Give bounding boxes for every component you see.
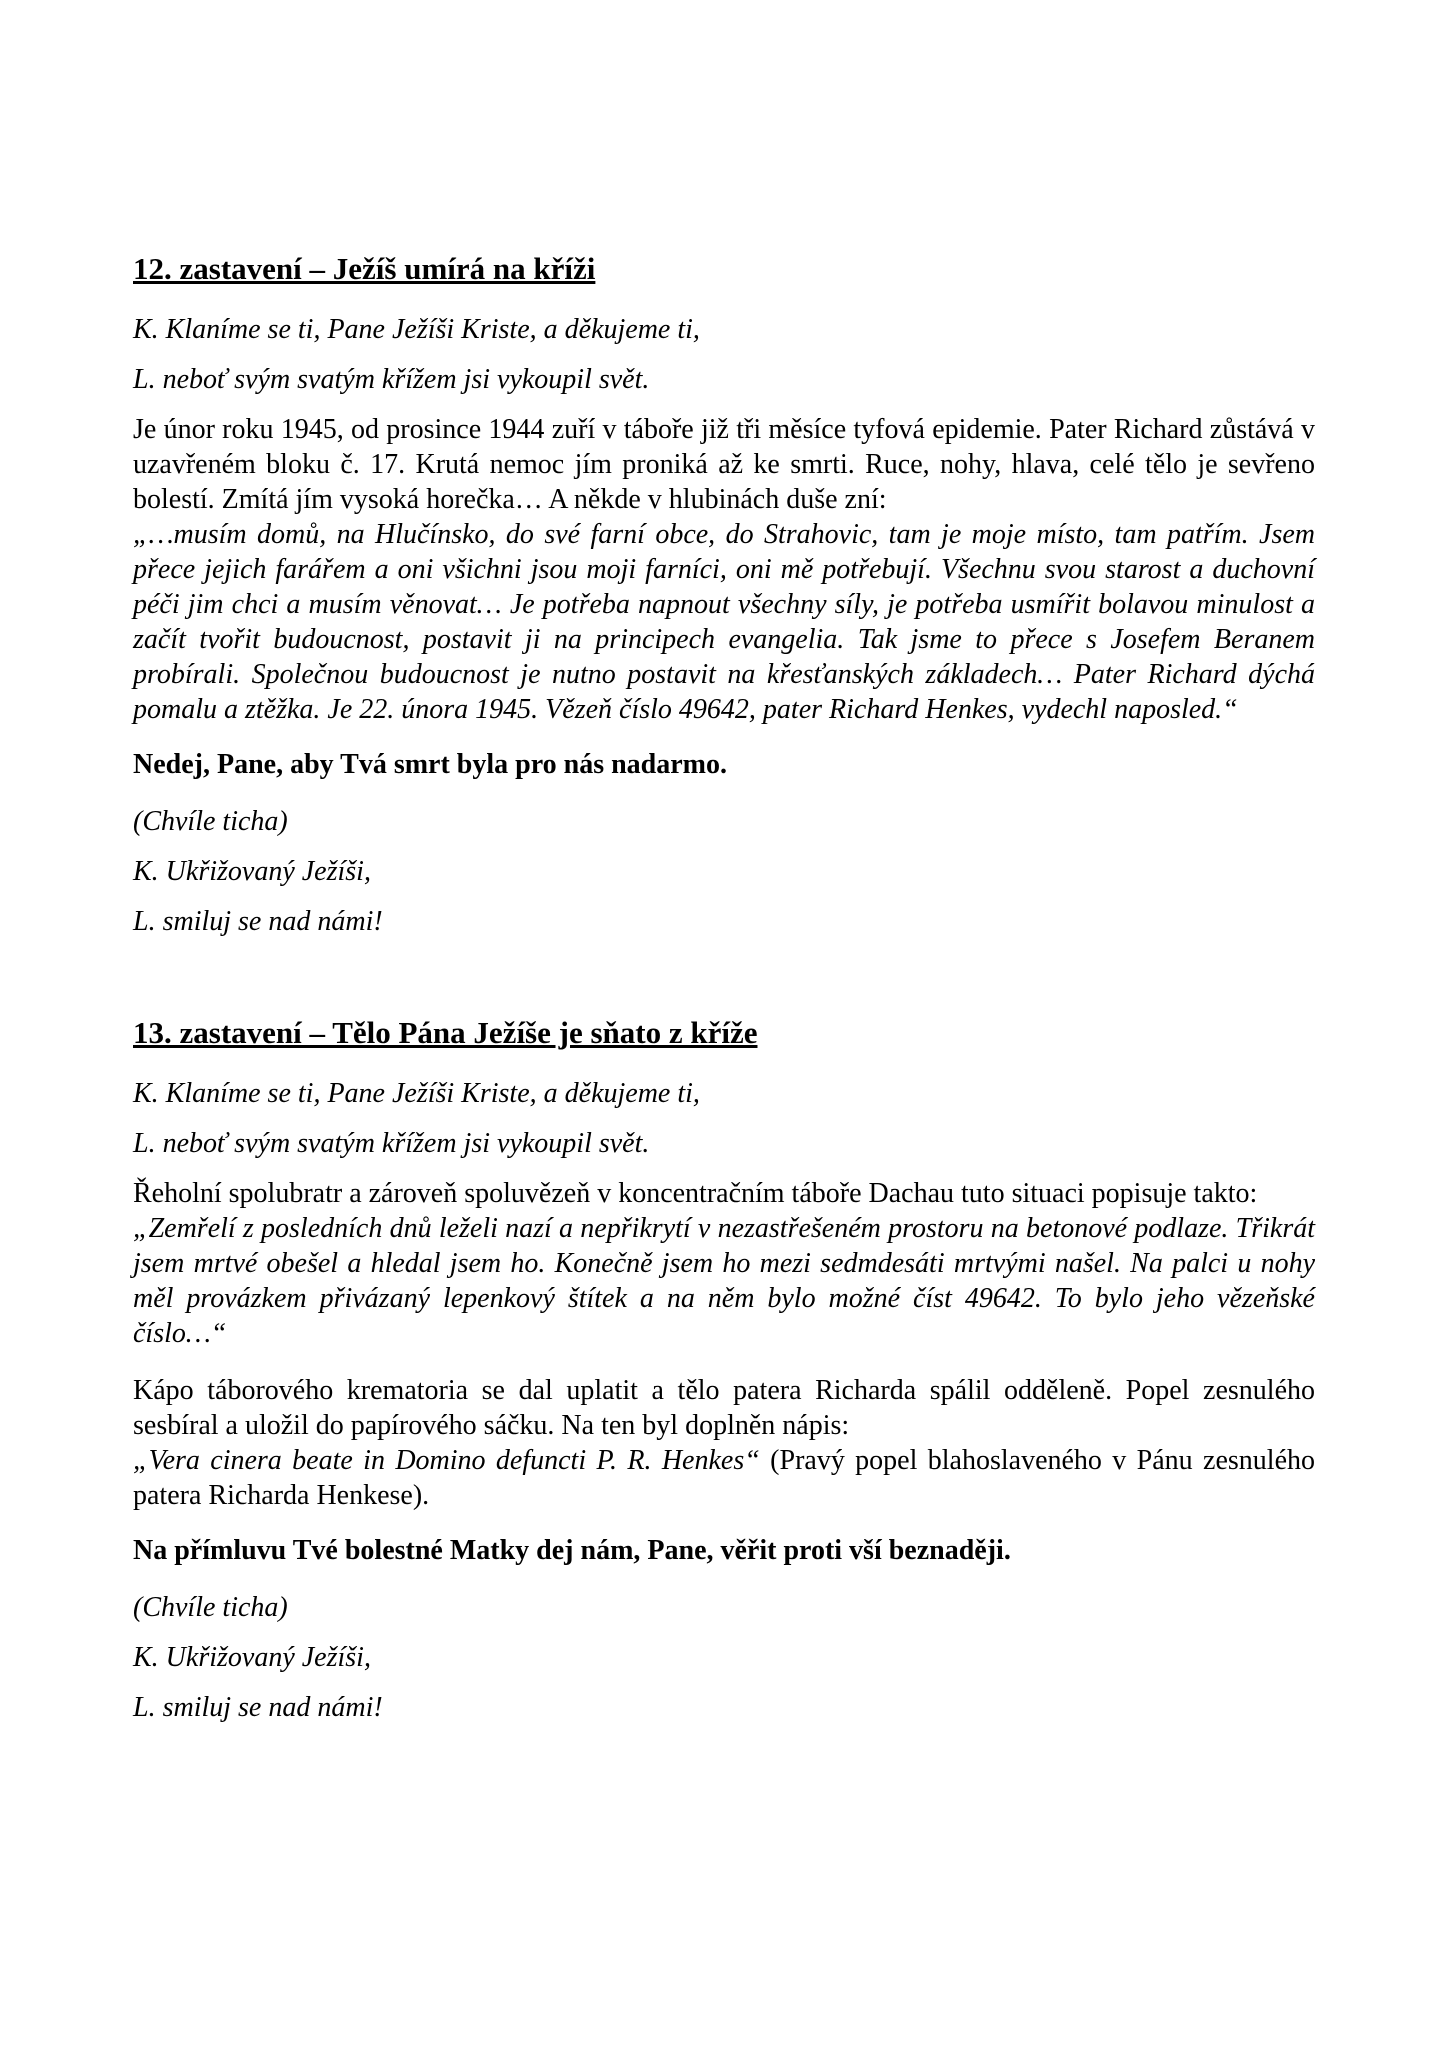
response-line: L. neboť svým svatým křížem jsi vykoupil svět.: [133, 1128, 650, 1159]
narration-paragraph: Řeholní spolubratr a zároveň spoluvězeň v koncentračním táboře Dachau tuto situaci popisuje takto:: [133, 1178, 1258, 1209]
inscription-translation: (Pravý popel blahoslaveného v Pánu zesnulého patera Richarda Henkese).: [133, 1445, 1316, 1511]
station-13-heading: 13. zastavení – Tělo Pána Ježíše je sňato z kříže: [133, 1015, 758, 1050]
station-12-section: [133, 250, 1315, 939]
response-line: L. neboť svým svatým křížem jsi vykoupil svět.: [133, 364, 650, 395]
prayer-line: Na přímluvu Tvé bolestné Matky dej nám, Pane, věřit proti vší beznaději.: [133, 1535, 1011, 1566]
prayer-line: Nedej, Pane, aby Tvá smrt byla pro nás nadarmo.: [133, 749, 728, 780]
closing-call-line: K. Ukřižovaný Ježíši,: [133, 1642, 371, 1673]
call-line: K. Klaníme se ti, Pane Ježíši Kriste, a děkujeme ti,: [133, 314, 700, 345]
silence-note: (Chvíle ticha): [133, 806, 288, 837]
narration-paragraph-2: Kápo táborového krematoria se dal uplatit a tělo patera Richarda spálil odděleně. Popel zesnulého sesbíral a uložil do papírového sáčku. Na ten byl doplněn nápis:: [133, 1375, 1315, 1441]
call-line: K. Klaníme se ti, Pane Ježíši Kriste, a děkujeme ti,: [133, 1078, 700, 1109]
inscription-paragraph: [133, 1443, 1315, 1513]
closing-response-line: L. smiluj se nad námi!: [133, 1692, 383, 1723]
closing-response-line: L. smiluj se nad námi!: [133, 906, 383, 937]
meditation-quote: „…musím domů, na Hlučínsko, do své farní obce, do Strahovic, tam je moje místo, tam patřím. Jsem přece jejich farářem a oni všichni jsou moji farníci, oni mě potřebují. Všechnu svou starost a duchovní péči jim chci a musím věnovat… Je potřeba napnout všechny síly, je potřeba usmířit bolavou minulost a začít tvořit budoucnost, postavit ji na principech evangelia. Tak jsme to přece s Josefem Beranem probírali. Společnou budoucnost je nutno postavit na křesťanských základech… Pater Richard dýchá pomalu a ztěžka. Je 22. února 1945. Vězeň číslo 49642, pater Richard Henkes, vydechl naposled.“: [133, 519, 1315, 725]
witness-quote: „Zemřelí z posledních dnů leželi nazí a nepřikrytí v nezastřešeném prostoru na betonové podlaze. Třikrát jsem mrtvé obešel a hledal jsem ho. Konečně jsem ho mezi sedmdesáti mrtvými našel. Na palci u nohy měl provázkem přivázaný lepenkový štítek a na něm bylo možné číst 49642. To bylo jeho vězeňské číslo…“: [133, 1213, 1315, 1349]
inscription-latin: „Vera cinera beate in Domino defuncti P. R. Henkes“: [133, 1445, 760, 1476]
silence-note: (Chvíle ticha): [133, 1592, 288, 1623]
closing-call-line: K. Ukřižovaný Ježíši,: [133, 856, 371, 887]
narration-paragraph: Je únor roku 1945, od prosince 1944 zuří v táboře již tři měsíce tyfová epidemie. Pater Richard zůstává v uzavřeném bloku č. 17. Krutá nemoc jím proniká až ke smrti. Ruce, nohy, hlava, celé tělo je sevřeno bolestí. Zmítá jím vysoká horečka… A někde v hlubinách duše zní:: [133, 414, 1315, 515]
station-12-heading: 12. zastavení – Ježíš umírá na kříži: [133, 251, 596, 286]
station-13-section: [133, 1014, 1315, 1725]
